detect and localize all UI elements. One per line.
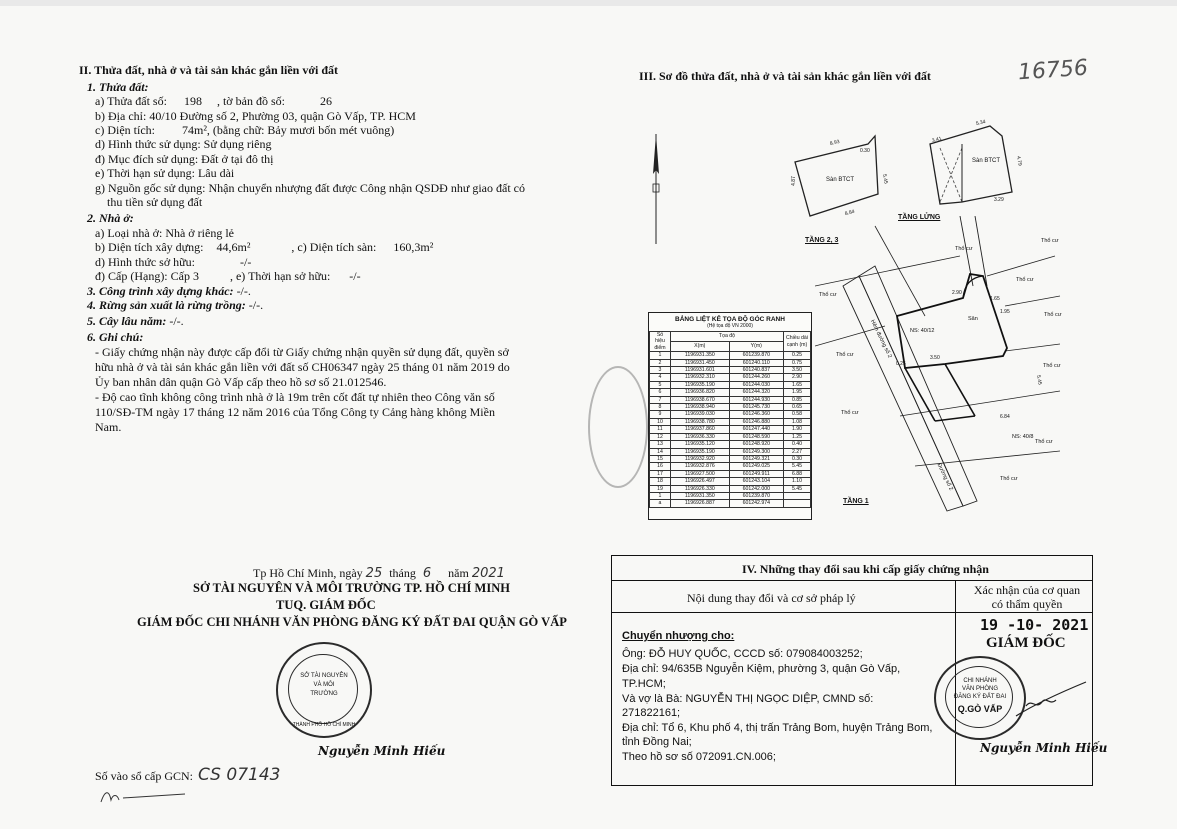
dept-name: SỞ TÀI NGUYÊN VÀ MÔI TRƯỜNG TP. HỒ CHÍ MINH — [193, 581, 510, 595]
tho-cu-10: Thổ cư — [1000, 476, 1018, 482]
transfer-line7: tỉnh Đồng Nai; — [622, 736, 692, 748]
registry-initial-scribble — [95, 786, 195, 808]
note2-line2: 110/SĐ-TM ngày 17 tháng 12 năm 2016 của Tổng Công ty Cảng hàng không Miền — [95, 405, 495, 419]
transfer-line3: TP.HCM; — [622, 678, 666, 690]
map-no: 26 — [319, 94, 332, 108]
area-value: 74m², (bằng chữ: Bảy mươi bốn mét vuông) — [181, 123, 395, 137]
table-cell: 0.85 — [784, 396, 811, 403]
side-seal — [588, 366, 648, 488]
use-purpose: đ) Mục đích sử dụng: Đất ở tại đô thị — [95, 152, 274, 166]
date-day: 25 — [365, 566, 383, 581]
table-row — [650, 374, 811, 381]
col-confirm-l1: Xác nhận của cơ quan — [973, 583, 1081, 597]
table-cell: 0.75 — [784, 359, 811, 366]
floor23-san: Sàn BTCT — [826, 177, 855, 183]
table-cell: 1.10 — [784, 478, 811, 485]
transfer-line8: Theo hồ sơ số 072091.CN.006; — [622, 751, 776, 763]
dim-545b: 5.45 — [1035, 374, 1043, 386]
table-cell: 2.27 — [784, 448, 811, 455]
table-cell: 6.88 — [784, 470, 811, 477]
table-cell: 5.45 — [784, 485, 811, 492]
branch-seal-l3: ĐĂNG KÝ ĐẤT ĐAI — [953, 694, 1007, 700]
table-cell: 1196932.876 — [671, 463, 730, 470]
table-cell: 7 — [650, 396, 671, 403]
table-cell: 1196926.887 — [671, 500, 730, 507]
table-cell: 1196935.190 — [671, 381, 730, 388]
grade-line — [95, 269, 361, 283]
road-label: Hẻm đường số 2 — [868, 319, 893, 359]
tuq-director: TUQ. GIÁM ĐỐC — [276, 598, 376, 612]
perennial-label: 5. Cây lâu năm: — [87, 314, 167, 328]
perennial-value: -/-. — [166, 314, 184, 328]
table-cell: 601246.360 — [729, 411, 783, 418]
transfer-heading: Chuyển nhượng cho: — [622, 630, 735, 642]
table-cell: 16 — [650, 463, 671, 470]
col-len: Chiều dài cạnh (m) — [784, 332, 811, 352]
col-y: Y(m) — [729, 342, 783, 352]
coordinate-grid — [649, 331, 811, 508]
table-cell — [784, 492, 811, 499]
note2-line3: Nam. — [95, 420, 122, 434]
table-cell: 1196937.860 — [671, 426, 730, 433]
table-cell: 0.58 — [784, 411, 811, 418]
table-cell: 6 — [650, 389, 671, 396]
signer-signature: Nguyễn Minh Hiếu — [318, 744, 446, 758]
table-cell: 601244.030 — [729, 381, 783, 388]
table-cell: 601242.000 — [729, 485, 783, 492]
table-cell: 601243.104 — [729, 478, 783, 485]
table-cell: 601244.930 — [729, 396, 783, 403]
table-cell: 1196932.920 — [671, 455, 730, 462]
table-cell: 0.25 — [784, 352, 811, 359]
table-cell: a — [650, 500, 671, 507]
dim-350: 3.50 — [930, 355, 940, 361]
tho-cu-2: Thổ cư — [955, 246, 973, 252]
registry-label: Số vào sổ cấp GCN: — [95, 769, 193, 783]
table-cell: 1196926.330 — [671, 485, 730, 492]
own-term-value: -/- — [349, 269, 361, 283]
section4-title: IV. Những thay đổi sau khi cấp giấy chứng nhận — [742, 562, 989, 576]
table-cell: 601249.321 — [729, 455, 783, 462]
table-row — [650, 367, 811, 374]
table-cell: 1.08 — [784, 418, 811, 425]
dim-884: 8.84 — [844, 208, 856, 218]
house-type: a) Loại nhà ở: Nhà ở riêng lẻ — [95, 226, 234, 240]
mezz-label: TẦNG LỬNG — [898, 214, 941, 221]
table-cell: 10 — [650, 418, 671, 425]
table-cell: 601240.110 — [729, 359, 783, 366]
parcel-line — [95, 94, 332, 108]
table-row — [650, 463, 811, 470]
ns-40-12: NS: 40/12 — [910, 328, 935, 334]
table-cell: 1196938.940 — [671, 404, 730, 411]
table-cell: 3 — [650, 367, 671, 374]
ownership-line — [95, 255, 251, 269]
dim-290: 2.90 — [952, 290, 962, 296]
table-row — [650, 418, 811, 425]
use-term: e) Thời hạn sử dụng: Lâu dài — [95, 166, 235, 180]
table-cell: 3.50 — [784, 367, 811, 374]
table-row — [650, 381, 811, 388]
dim-893: 8.93 — [829, 138, 841, 148]
tho-cu-6: Thổ cư — [836, 352, 854, 358]
transfer-line6: Địa chỉ: Tổ 6, Khu phố 4, thị trấn Trảng Bom, huyện Trảng Bom, — [622, 722, 933, 734]
road2-label: Đường số 2 — [935, 462, 954, 492]
own-term-label: , e) Thời hạn sở hữu: — [229, 269, 331, 283]
table-cell: 14 — [650, 448, 671, 455]
table-cell: 601240.837 — [729, 367, 783, 374]
dim-195: 1.95 — [1000, 309, 1010, 315]
dim-479: 4.79 — [1015, 155, 1023, 167]
table-cell: 601242.974 — [729, 500, 783, 507]
table-cell: 1196938.780 — [671, 418, 730, 425]
section3-title: III. Sơ đồ thửa đất, nhà ở và tài sản khác gắn liền với đất — [639, 69, 931, 83]
dim-341: 3.41 — [931, 135, 943, 145]
col-no: Số hiệu điểm — [650, 332, 671, 352]
department-seal — [276, 642, 372, 738]
table-row — [650, 441, 811, 448]
transfer-line5: 271822161; — [622, 707, 681, 719]
tho-cu-9: Thổ cư — [1035, 439, 1053, 445]
forest-value: -/-. — [245, 298, 264, 312]
land-address: b) Địa chỉ: 40/10 Đường số 2, Phường 03, quận Gò Vấp, TP. HCM — [95, 109, 416, 123]
table-row — [650, 448, 811, 455]
table-cell: 1.90 — [784, 426, 811, 433]
table-row — [650, 478, 811, 485]
date-year-label: năm — [448, 566, 469, 580]
col-coord: Tọa độ — [671, 332, 784, 342]
issue-date — [253, 566, 505, 581]
table-cell: 1196931.350 — [671, 352, 730, 359]
dim-165: 1.65 — [990, 296, 1000, 302]
dim-487: 4.87 — [790, 176, 797, 186]
table-cell: 601249.025 — [729, 463, 783, 470]
house-area-line — [95, 240, 433, 254]
confirm-date: 19 -10- 2021 — [980, 616, 1089, 634]
floor-area-label: , c) Diện tích sàn: — [291, 240, 377, 254]
table-cell: 601249.300 — [729, 448, 783, 455]
col-confirm-l2: có thẩm quyền — [991, 597, 1063, 611]
table-row — [650, 411, 811, 418]
table-cell: 1196936.820 — [671, 389, 730, 396]
table-row — [650, 426, 811, 433]
table-row — [650, 404, 811, 411]
table-row — [650, 359, 811, 366]
changes-section — [611, 555, 1108, 786]
table-cell: 1196936.330 — [671, 433, 730, 440]
table-cell: 0.40 — [784, 441, 811, 448]
table-row — [650, 492, 811, 499]
table-cell: 1196931.350 — [671, 492, 730, 499]
table-cell: 1196938.670 — [671, 396, 730, 403]
table-cell: 0.65 — [784, 404, 811, 411]
map-label: , tờ bản đồ số: — [216, 94, 285, 108]
confirm-title: GIÁM ĐỐC — [986, 635, 1066, 651]
tho-cu-4: Thổ cư — [819, 292, 837, 298]
date-month: 6 — [422, 566, 432, 581]
dim-025: 0.25 — [896, 361, 906, 367]
note1-line1: - Giấy chứng nhận này được cấp đổi từ Giấy chứng nhận quyền sử dụng đất, quyền sở — [95, 345, 509, 359]
land-heading: 1. Thửa đất: — [87, 80, 149, 94]
other-works — [87, 284, 251, 298]
registry-number: CS 07143 — [198, 765, 281, 785]
floor1-label: TẦNG 1 — [843, 498, 869, 505]
table-cell: 15 — [650, 455, 671, 462]
dim-030: 0.30 — [860, 148, 870, 154]
table-cell: 601245.730 — [729, 404, 783, 411]
house-heading: 2. Nhà ở: — [87, 211, 134, 225]
perennial — [87, 314, 184, 328]
branch-director: GIÁM ĐỐC CHI NHÁNH VĂN PHÒNG ĐĂNG KÝ ĐẤT ĐAI QUẬN GÒ VẤP — [137, 615, 567, 629]
origin-line2: thu tiền sử dụng đất — [107, 195, 203, 209]
table-cell: 601247.440 — [729, 426, 783, 433]
transfer-line1: Ông: ĐỖ HUY QUỐC, CCCD số: 079084003252; — [622, 648, 863, 660]
table-cell: 4 — [650, 374, 671, 381]
table-cell: 601249.911 — [729, 470, 783, 477]
table-row — [650, 352, 811, 359]
tho-cu-8: Thổ cư — [841, 410, 859, 416]
built-area: 44,6m² — [216, 240, 251, 254]
certificate-page — [0, 6, 1177, 829]
table-cell: 1196932.310 — [671, 374, 730, 381]
floor-area: 160,3m² — [393, 240, 434, 254]
table-row — [650, 455, 811, 462]
tho-cu-3: Thổ cư — [1016, 277, 1034, 283]
table-cell: 601239.870 — [729, 352, 783, 359]
confirm-signature-scribble — [1012, 676, 1090, 726]
ns-40-8: NS: 40/8 — [1012, 434, 1034, 440]
transfer-line4: Và vợ là Bà: NGUYỄN THỊ NGỌC DIỆP, CMND số: — [622, 693, 874, 705]
note1-line3: Ủy ban nhân dân quận Gò Vấp cấp theo hồ sơ số 21.012546. — [95, 375, 387, 389]
table-row — [650, 433, 811, 440]
use-form: d) Hình thức sử dụng: Sử dụng riêng — [95, 137, 272, 151]
table-cell: 13 — [650, 441, 671, 448]
date-month-label: tháng — [389, 566, 416, 580]
table-cell: 9 — [650, 411, 671, 418]
table-cell: 1196927.500 — [671, 470, 730, 477]
branch-seal-l4: Q.GÒ VẤP — [957, 704, 1003, 714]
parcel-label: a) Thửa đất số: — [95, 94, 167, 108]
coordinate-table-subtitle: (Hệ tọa độ VN 2000) — [707, 323, 753, 329]
table-cell: 1196939.030 — [671, 411, 730, 418]
col-x: X(m) — [671, 342, 730, 352]
table-row — [650, 485, 811, 492]
table-cell: 5 — [650, 381, 671, 388]
ownership-value: -/- — [240, 255, 252, 269]
table-cell: 1196931.601 — [671, 367, 730, 374]
floor23-label: TẦNG 2, 3 — [805, 237, 839, 244]
tho-cu-1: Thổ cư — [1041, 238, 1059, 244]
table-row — [650, 396, 811, 403]
table-cell: 601248.590 — [729, 433, 783, 440]
corner-number: 16756 — [1017, 55, 1089, 86]
section2-title: II. Thửa đất, nhà ở và tài sản khác gắn liền với đất — [79, 63, 339, 77]
other-works-label: 3. Công trình xây dựng khác: — [87, 284, 234, 298]
mezz-san: Sàn BTCT — [972, 158, 1001, 164]
dim-329: 3.29 — [994, 197, 1004, 203]
dim-684: 6.84 — [1000, 414, 1010, 420]
confirm-signer: Nguyễn Minh Hiếu — [980, 741, 1108, 755]
table-cell: 2.90 — [784, 374, 811, 381]
branch-seal-l1: CHI NHÁNH — [963, 678, 997, 684]
table-cell: 12 — [650, 433, 671, 440]
notes-heading: 6. Ghi chú: — [87, 330, 144, 344]
table-row — [650, 389, 811, 396]
table-row — [650, 470, 811, 477]
date-prefix: Tp Hồ Chí Minh, ngày — [253, 566, 363, 580]
grade-label: đ) Cấp (Hạng): Cấp 3 — [95, 269, 199, 283]
table-cell: 18 — [650, 478, 671, 485]
table-cell: 2 — [650, 359, 671, 366]
table-cell: 601248.920 — [729, 441, 783, 448]
coordinate-table — [648, 312, 812, 520]
forest — [87, 298, 263, 312]
col-change-content: Nội dung thay đổi và cơ sở pháp lý — [687, 591, 856, 605]
north-arrow-icon — [648, 134, 664, 244]
table-cell: 1196931.450 — [671, 359, 730, 366]
dim-534: 5.34 — [975, 118, 987, 128]
table-cell: 0.30 — [784, 455, 811, 462]
area-label: c) Diện tích: — [95, 123, 155, 137]
table-cell: 8 — [650, 404, 671, 411]
parcel-no: 198 — [183, 94, 202, 108]
coordinate-table-title: BẢNG LIỆT KÊ TỌA ĐỘ GÓC RANH — [675, 316, 785, 323]
table-cell: 1.65 — [784, 381, 811, 388]
seal-ring-text: THÀNH PHỐ HỒ CHÍ MINH — [292, 722, 356, 728]
origin-line1: g) Nguồn gốc sử dụng: Nhận chuyển nhượng đất được Công nhận QSDĐ như giao đất có — [95, 181, 525, 195]
table-cell: 1196935.120 — [671, 441, 730, 448]
date-year: 2021 — [471, 566, 505, 581]
table-cell: 601244.320 — [729, 389, 783, 396]
table-cell: 601239.870 — [729, 492, 783, 499]
transfer-line2: Địa chỉ: 94/635B Nguyễn Kiệm, phường 3, quận Gò Vấp, — [622, 663, 901, 675]
san-label: Sân — [968, 316, 978, 322]
table-cell: 1 — [650, 352, 671, 359]
table-cell: 1.25 — [784, 433, 811, 440]
ownership-label: d) Hình thức sở hữu: — [95, 255, 196, 269]
table-cell: 1196926.497 — [671, 478, 730, 485]
mezz-outline — [930, 126, 1012, 204]
table-cell: 1.95 — [784, 389, 811, 396]
table-cell: 1196935.190 — [671, 448, 730, 455]
note2-line1: - Độ cao tĩnh không công trình nhà ở là 19m trên cốt đất tự nhiên theo Công văn số — [95, 390, 495, 404]
tho-cu-7: Thổ cư — [1043, 363, 1061, 369]
table-cell: 11 — [650, 426, 671, 433]
dim-545: 5.45 — [881, 173, 889, 185]
table-row — [650, 500, 811, 507]
registry-line — [95, 765, 281, 785]
table-cell: 5.45 — [784, 463, 811, 470]
branch-seal-l2: VĂN PHÒNG — [961, 686, 998, 692]
other-works-value: -/-. — [233, 284, 251, 298]
tho-cu-5: Thổ cư — [1044, 312, 1062, 318]
table-cell: 601244.260 — [729, 374, 783, 381]
table-cell: 19 — [650, 485, 671, 492]
table-cell: 17 — [650, 470, 671, 477]
seal-center-text: SỞ TÀI NGUYÊN VÀ MÔI TRƯỜNG — [300, 673, 348, 697]
table-cell: 601246.880 — [729, 418, 783, 425]
forest-label: 4. Rừng sản xuất là rừng trồng: — [87, 298, 246, 312]
built-area-label: b) Diện tích xây dựng: — [95, 240, 204, 254]
note1-line2: hữu nhà ở và tài sản khác gắn liền với đất số CH06347 ngày 25 tháng 01 năm 2019 do — [95, 360, 510, 374]
table-cell: 1 — [650, 492, 671, 499]
table-cell — [784, 500, 811, 507]
area-line — [95, 123, 394, 137]
